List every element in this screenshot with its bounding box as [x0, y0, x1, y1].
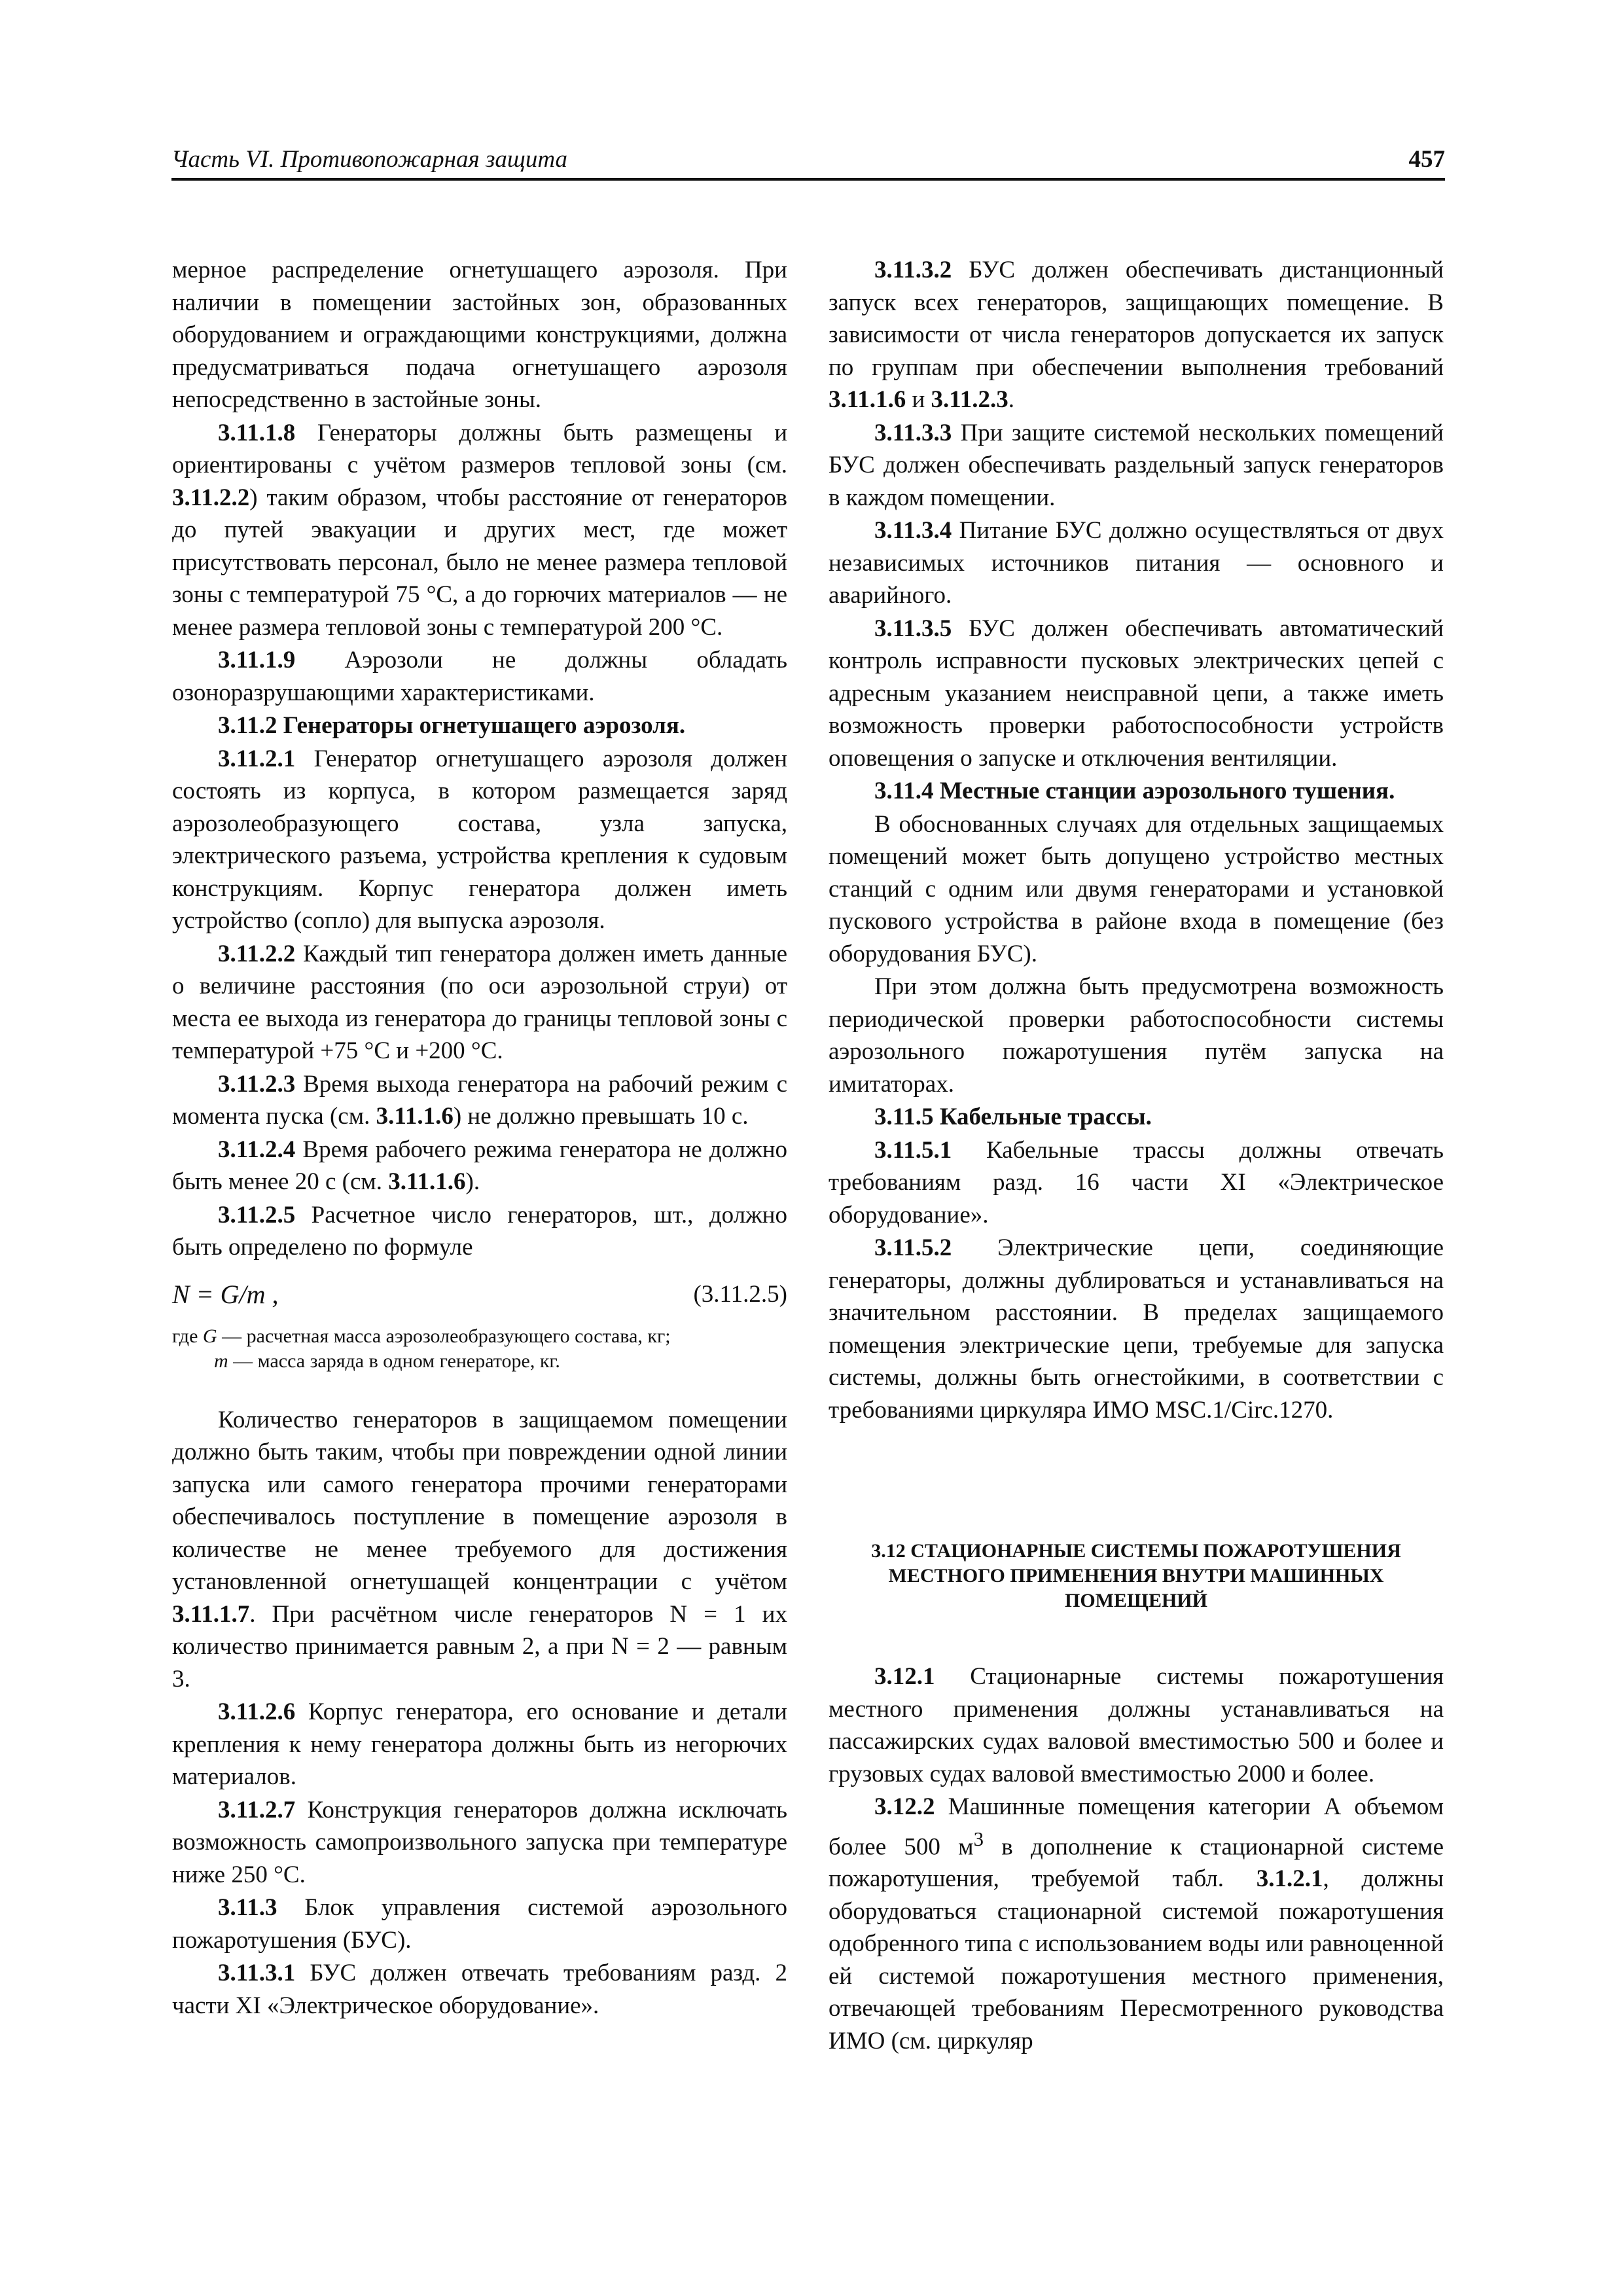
- paragraph-3-11-2-6: 3.11.2.6 Корпус генератора, его основание и детали крепления к нему генератора должны быть из негорючих материалов.: [172, 1698, 787, 1790]
- clause-number: 3.11.5.2: [874, 1234, 952, 1261]
- clause-number: 3.11.1.9: [218, 647, 296, 673]
- cross-reference: 3.11.2.2: [172, 484, 250, 511]
- clause-number: 3.12.2: [874, 1793, 935, 1820]
- paragraph-3-11-3: 3.11.3 Блок управления системой аэрозольного пожаротушения (БУС).: [172, 1894, 787, 1954]
- paragraph: В обоснованных случаях для отдельных защищаемых помещений может быть допущено устройство местных станций с одним или двумя генераторами и установкой пускового устройства в районе входа в помещение (без оборудования БУС).: [829, 810, 1444, 967]
- clause-number: 3.11.2.5: [218, 1201, 296, 1229]
- formula-number: (3.11.2.5): [693, 1280, 787, 1308]
- paragraph: Количество генераторов в защищаемом помещении должно быть таким, чтобы при повреждении одной линии запуска или самого генератора прочими генераторами обеспечивалось поступление в помещение аэрозоля в количестве не менее требуемого для достижения установленной огнетушащей концентрации с учётом 3.11.1.7. При расчётном числе генераторов N = 1 их количество принимается равным 2, а при N = 2 — равным 3.: [172, 1406, 787, 1693]
- paragraph-3-11-2-5: 3.11.2.5 Расчетное число генераторов, шт., должно быть определено по формуле: [172, 1201, 787, 1261]
- paragraph-3-11-4: 3.11.4 Местные станции аэрозольного тушения.: [874, 778, 1395, 804]
- clause-number: 3.12.1: [874, 1663, 935, 1690]
- cross-reference: 3.11.1.7: [172, 1600, 250, 1628]
- paragraph-3-11-2-4: 3.11.2.4 Время рабочего режима генератора не должно быть менее 20 с (см. 3.11.1.6).: [172, 1136, 787, 1195]
- legend-line: m — масса заряда в одном генераторе, кг.: [214, 1350, 560, 1372]
- paragraph-3-12-2: 3.12.2 Машинные помещения категории А объемом более 500 $м^3$ в дополнение к стационарной системе пожаротушения, требуемой табл. 3.1.2.1, должны оборудоваться стационарной системой пожаротушения одобренного типа с использованием воды или равноценной ей системой пожаротушения местного применения, отвечающей требованиям Пересмотренного руководства ИМО (см. циркуляр: [829, 1793, 1444, 2054]
- paragraph-3-11-2-3: 3.11.2.3 Время выхода генератора на рабочий режим с момента пуска (см. 3.11.1.6) не должно превышать 10 с.: [172, 1070, 787, 1130]
- paragraph-3-11-3-5: 3.11.3.5 БУС должен обеспечивать автоматический контроль исправности пусковых электрических цепей с адресным указанием неисправной цепи, а также иметь возможность проверки работоспособности устройств оповещения о запуске и отключения вентиляции.: [829, 615, 1444, 772]
- superscript: 3: [973, 1827, 984, 1850]
- header-title: Часть VI. Противопожарная защита: [171, 146, 568, 173]
- cross-reference: 3.11.2.3: [931, 386, 1008, 413]
- paragraph-3-11-2-1: 3.11.2.1 Генератор огнетушащего аэрозоля должен состоять из корпуса, в котором размещается заряд аэрозолеобразующего состава, узла запуска, электрического разъема, устройства крепления к судовым конструкциям. Корпус генератора должен иметь устройство (сопло) для выпуска аэрозоля.: [172, 745, 787, 934]
- cross-reference: 3.11.1.6: [829, 386, 906, 413]
- clause-number: 3.11.2.4: [218, 1136, 296, 1163]
- paragraph-3-11-5-1: 3.11.5.1 Кабельные трассы должны отвечать требованиям разд. 16 части XI «Электрическое оборудование».: [829, 1136, 1444, 1229]
- formula: [172, 1278, 787, 1312]
- clause-number: 3.11.2: [218, 712, 277, 739]
- clause-number: 3.11.3.3: [874, 419, 952, 446]
- paragraph-3-11-5-2: 3.11.5.2 Электрические цепи, соединяющие генераторы, должны дублироваться и устанавливаться на значительном расстоянии. В пределах защищаемого помещения электрические цепи, требуемые для запуска системы, должны быть огнестойкими, в соответствии с требованиями циркуляра ИМО MSC.1/Circ.1270.: [829, 1234, 1444, 1424]
- paragraph-3-11-2-2: 3.11.2.2 Каждый тип генератора должен иметь данные о величине расстояния (по оси аэрозольной струи) от места ее выхода из генератора до границы тепловой зоны с температурой +75 °С и +200 °С.: [172, 940, 787, 1064]
- clause-number: 3.11.3: [218, 1894, 277, 1921]
- clause-number: 3.11.2.6: [218, 1698, 296, 1725]
- paragraph-3-11-3-1: 3.11.3.1 БУС должен отвечать требованиям разд. 2 части XI «Электрическое оборудование».: [172, 1960, 787, 2019]
- paragraph-3-11-5: 3.11.5 Кабельные трассы.: [874, 1103, 1152, 1130]
- page-number: 457: [1408, 146, 1445, 173]
- left-column: [172, 254, 787, 2022]
- paragraph: При этом должна быть предусмотрена возможность периодической проверки работоспособности системы аэрозольного пожаротушения путём запуска на имитаторах.: [829, 973, 1444, 1098]
- clause-number: 3.11.3.2: [874, 257, 952, 283]
- running-header: [171, 144, 1445, 181]
- paragraph-3-11-2: 3.11.2 Генераторы огнетушащего аэрозоля.: [218, 712, 686, 739]
- paragraph-3-11-1-8: 3.11.1.8 Генераторы должны быть размещены и ориентированы с учётом размеров тепловой зоны (см. 3.11.2.2) таким образом, чтобы расстояние от генераторов до путей эвакуации и других мест, где может присутствовать персонал, было не менее размера тепловой зоны с температурой 75 °С, а до горючих материалов — не менее размера тепловой зоны с температурой 200 °С.: [172, 419, 787, 641]
- cross-reference: 3.11.1.6: [376, 1103, 454, 1130]
- legend-line: где G — расчетная масса аэрозолеобразующего состава, кг;: [172, 1325, 671, 1347]
- clause-number: 3.11.3.5: [874, 615, 952, 642]
- paragraph-3-11-3-2: 3.11.3.2 БУС должен обеспечивать дистанционный запуск всех генераторов, защищающих помещение. В зависимости от числа генераторов допускается их запуск по группам при обеспечении выполнения требований 3.11.1.6 и 3.11.2.3.: [829, 257, 1444, 413]
- cross-reference: 3.11.1.6: [388, 1168, 466, 1195]
- clause-number: 3.11.1.8: [218, 419, 296, 446]
- formula-expression: N = G/m ,: [172, 1279, 279, 1309]
- clause-number: 3.11.5: [874, 1103, 934, 1130]
- formula-legend: [172, 1324, 787, 1374]
- cross-reference: 3.1.2.1: [1256, 1865, 1323, 1893]
- paragraph-3-11-2-7: 3.11.2.7 Конструкция генераторов должна исключать возможность самопроизвольного запуска при температуре ниже 250 °С.: [172, 1796, 787, 1888]
- section-heading: 3.12 СТАЦИОНАРНЫЕ СИСТЕМЫ ПОЖАРОТУШЕНИЯ МЕСТНОГО ПРИМЕНЕНИЯ ВНУТРИ МАШИННЫХ ПОМЕЩЕНИЙ: [871, 1540, 1401, 1611]
- paragraph: мерное распределение огнетушащего аэрозоля. При наличии в помещении застойных зон, образованных оборудованием и ограждающими конструкциями, должна предусматриваться подача огнетушащего аэрозоля непосредственно в застойные зоны.: [172, 257, 787, 413]
- clause-number: 3.11.2.7: [218, 1796, 296, 1823]
- clause-number: 3.11.2.2: [218, 940, 296, 967]
- clause-number: 3.11.5.1: [874, 1136, 952, 1164]
- paragraph-3-11-1-9: 3.11.1.9 Аэрозоли не должны обладать озоноразрушающими характеристиками.: [172, 647, 787, 706]
- right-column: [829, 254, 1444, 2058]
- paragraph-3-11-3-3: 3.11.3.3 При защите системой нескольких помещений БУС должен обеспечивать раздельный запуск генераторов в каждом помещении.: [829, 419, 1444, 511]
- clause-number: 3.11.3.1: [218, 1960, 296, 1986]
- clause-number: 3.11.2.3: [218, 1070, 296, 1098]
- paragraph-3-12-1: 3.12.1 Стационарные системы пожаротушения местного применения должны устанавливаться на пассажирских судах валовой вместимостью 500 и более и грузовых судах валовой вместимостью 2000 и более.: [829, 1663, 1444, 1787]
- clause-number: 3.11.4: [874, 778, 934, 804]
- clause-number: 3.11.2.1: [218, 745, 296, 772]
- clause-number: 3.11.3.4: [874, 517, 952, 544]
- paragraph-3-11-3-4: 3.11.3.4 Питание БУС должно осуществляться от двух независимых источников питания — основного и аварийного.: [829, 517, 1444, 609]
